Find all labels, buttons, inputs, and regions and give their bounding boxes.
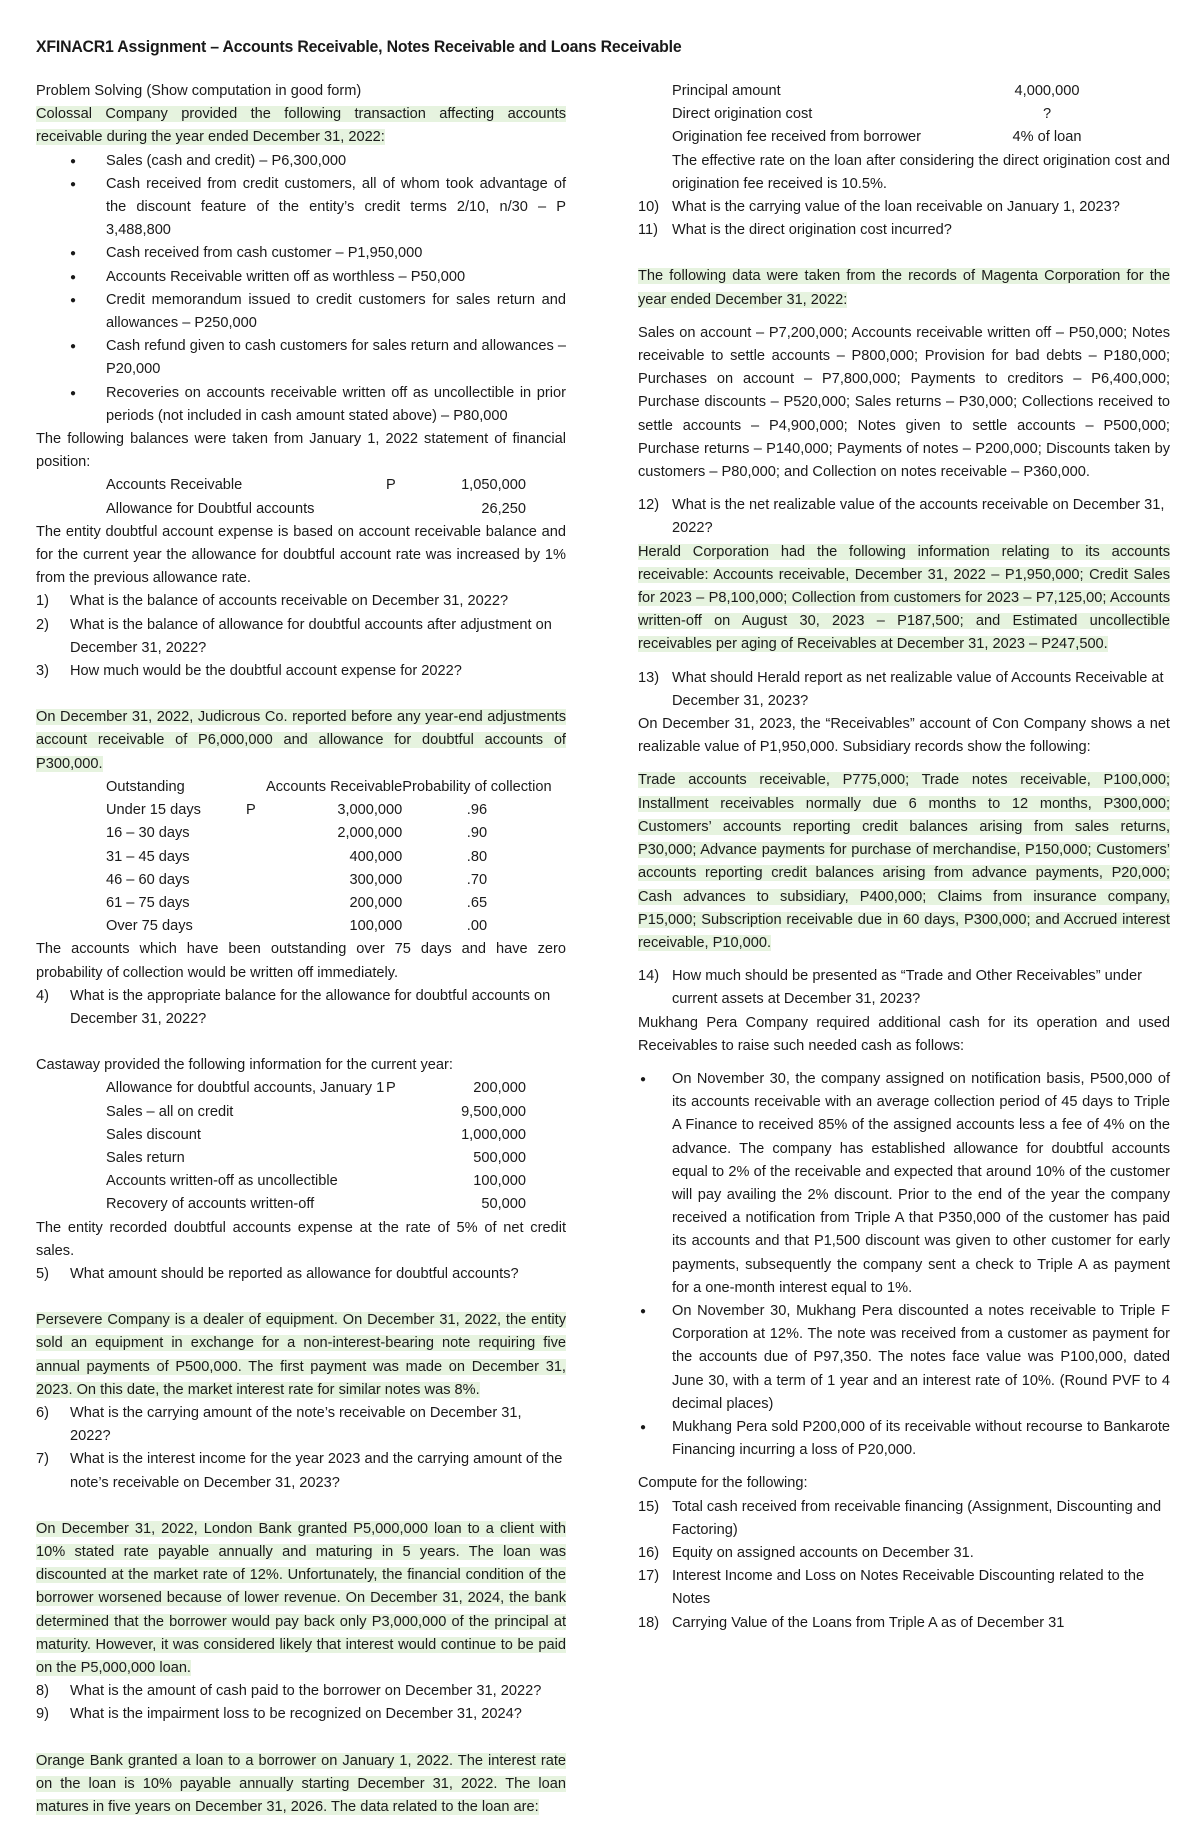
question-10: 10) What is the carrying value of the loan receivable on January 1, 2023? (638, 199, 1120, 216)
list-item: ● Cash received from cash customer – P1,950,000 (36, 242, 566, 265)
london-intro (36, 1518, 566, 1680)
balances-intro: The following balances were taken from January 1, 2022 statement of financial position: (36, 431, 566, 471)
table-row: 61 – 75 days 200,000 .65 (106, 894, 488, 911)
table-row: Recovery of accounts written-off 50,000 (106, 1196, 526, 1213)
question-7: 7) What is the interest income for the year 2023 and the carrying amount of the note’s receivable on December 31, 2023? (36, 1451, 563, 1491)
mukhang-financing-list (638, 1068, 1170, 1462)
question-6: 6) What is the carrying amount of the note’s receivable on December 31, 2022? (36, 1404, 522, 1445)
question-5: 5) What amount should be reported as allowance for doubtful accounts? (36, 1265, 519, 1282)
table-row: Sales – all on credit 9,500,000 (106, 1103, 526, 1120)
table-row: 31 – 45 days 400,000 .80 (106, 848, 488, 865)
highlighted-text: The following data were taken from the records of Magenta Corporation for the year ended December 31, 2022: (638, 268, 1170, 308)
mukhang-intro: Mukhang Pera Company required additional cash for its operation and used Receivables to raise such needed cash as follows: (638, 1014, 1170, 1054)
question-13-list (638, 667, 1170, 713)
table-row: Allowance for doubtful accounts, January 1 P 200,000 (106, 1080, 526, 1097)
list-item: ● Credit memorandum issued to credit customers for sales return and allowances – P250,000 (36, 289, 566, 335)
table-row: Accounts Receivable P 1,050,000 (106, 477, 526, 494)
highlighted-text: Orange Bank granted a loan to a borrower on January 1, 2022. The interest rate on the loan is 10% payable annually starting December 31, 2022. The loan matures in five years on December 31, 2026. The data related to the loan are: (36, 1752, 566, 1816)
list-item: ● On November 30, the company assigned on notification basis, P500,000 of its accounts receivable with an average collection period of 45 days to Triple A Finance to received 85% of the assigned accounts less a fee of 4% on the advance. The company has established allowance for doubtful accounts equal to 2% of the receivable and expected that around 10% of the customer will pay availing the 2% discount. Prior to the end of the year the company received a notification from Triple A that P350,000 of the customer has paid its accounts and that P1,500 discount was given to other customer for early payments, subsequently the company sent a check to Triple A as payment for a one-month interest equal to 1%. (638, 1068, 1170, 1300)
question-12: 12) What is the net realizable value of the accounts receivable on December 31, 2022? (638, 497, 1165, 537)
question-2: 2) What is the balance of allowance for doubtful accounts after adjustment on December 31, 2022? (36, 616, 552, 656)
table-row: Direct origination cost ? (672, 106, 1052, 123)
list-item: ● On November 30, Mukhang Pera discounted a notes receivable to Triple F Corporation at 12%. The note was received from a customer as payment for the accounts due of P97,350. The notes face value was P100,000, dated June 30, with a term of 1 year and an interest rate of 10%. (Round PVF to 4 decimal places) (638, 1300, 1170, 1416)
list-item: ● Cash received from credit customers, all of whom took advantage of the discount feature of the entity’s credit terms 2/10, n/30 – P 3,488,800 (36, 173, 566, 243)
table-row: Sales return 500,000 (106, 1149, 526, 1166)
compute-intro: Compute for the following: (638, 1475, 808, 1492)
left-column (36, 80, 566, 1819)
loan-note: The effective rate on the loan after considering the direct origination cost and origination fee received is 10.5%. (672, 152, 1170, 192)
question-1: 1) What is the balance of accounts receivable on December 31, 2022? (36, 593, 509, 610)
question-14: 14) How much should be presented as “Trade and Other Receivables” under current assets at December 31, 2023? (638, 968, 1142, 1008)
colossal-note: The entity doubtful account expense is based on account receivable balance and for the current year the allowance for doubtful account rate was increased by 1% from the previous allowance rate. (36, 523, 566, 587)
question-14-list (638, 965, 1170, 1011)
table-row: Origination fee received from borrower 4% of loan (672, 129, 1082, 146)
table-row: Allowance for Doubtful accounts 26,250 (106, 500, 526, 517)
table-row: 16 – 30 days 2,000,000 .90 (106, 825, 488, 842)
con-data (638, 769, 1170, 955)
question-13: 13) What should Herald report as net realizable value of Accounts Receivable at December 31, 2023? (638, 669, 1164, 709)
list-item: ● Cash refund given to cash customers for sales return and allowances – P20,000 (36, 335, 566, 381)
castaway-intro: Castaway provided the following information for the current year: (36, 1057, 453, 1074)
question-9: 9) What is the impairment loss to be recognized on December 31, 2024? (36, 1706, 522, 1723)
questions-6-7 (36, 1402, 566, 1495)
section-heading: Problem Solving (Show computation in good form) (36, 83, 362, 99)
table-row: Under 15 days P 3,000,000 .96 (106, 802, 488, 819)
aging-note: The accounts which have been outstanding over 75 days and have zero probability of collection would be written off immediately. (36, 941, 566, 981)
list-item: ● Recoveries on accounts receivable written off as uncollectible in prior periods (not included in cash amount stated above) – P80,000 (36, 382, 566, 428)
list-item: ● Mukhang Pera sold P200,000 of its receivable without recourse to Bankarote Financing incurring a loss of P20,000. (638, 1416, 1170, 1462)
table-row: 46 – 60 days 300,000 .70 (106, 871, 488, 888)
table-row: Sales discount 1,000,000 (106, 1126, 526, 1143)
list-item: ● Sales (cash and credit) – P6,300,000 (36, 150, 566, 173)
highlighted-text: Persevere Company is a dealer of equipment. On December 31, 2022, the entity sold an equipment in exchange for a non-interest-bearing note requiring five annual payments of P500,000. The first payment was made on December 31, 2023. On this date, the market interest rate for similar notes was 8%. (36, 1312, 566, 1398)
table-header-row: Outstanding Accounts Receivable Probability of collection (106, 778, 552, 795)
colossal-intro (36, 103, 566, 149)
question-12-list (638, 494, 1170, 540)
loan-data-table (672, 80, 1122, 150)
question-11: 11) What is the direct origination cost incurred? (638, 222, 952, 239)
opening-balances-table (106, 474, 526, 520)
persevere-intro (36, 1309, 566, 1402)
document-title: XFINACR1 Assignment – Accounts Receivable, Notes Receivable and Loans Receivable (36, 38, 682, 56)
question-5-list (36, 1263, 566, 1286)
right-column (638, 80, 1170, 1635)
table-row: Principal amount 4,000,000 (672, 83, 1080, 99)
aging-table (106, 776, 552, 938)
questions-15-18 (638, 1496, 1170, 1635)
castaway-note: The entity recorded doubtful accounts expense at the rate of 5% of net credit sales. (36, 1219, 566, 1259)
magenta-data: Sales on account – P7,200,000; Accounts receivable written off – P50,000; Notes receivable to settle accounts – P800,000; Provision for bad debts – P180,000; Purchases on account – P7,800,000; Payments to creditors – P6,400,000; Purchase discounts – P520,000; Sales returns – P30,000; Collections received to settle accounts – P4,900,000; Notes given to settle accounts – P500,000; Purchase returns – P140,000; Payments of notes – P200,000; Discounts taken by customers – P80,000; and Collection on notes receivable – P360,000. (638, 324, 1170, 481)
questions-10-11 (638, 196, 1170, 242)
highlighted-text: Herald Corporation had the following information relating to its accounts receivable: Accounts receivable, December 31, 2022 – P1,950,000; Credit Sales for 2023 – P8,100,000; Collection from customers for 2023 – P7,125,00; Accounts written-off on August 30, 2023 – P187,500; and Estimated uncollectible receivables per aging of Receivables at December 31, 2023 – P247,500. (638, 543, 1170, 653)
highlighted-text: Trade accounts receivable, P775,000; Trade notes receivable, P100,000; Installment receivables normally due 6 months to 12 months, P300,000; Customers’ accounts reporting credit balances arising from sales returns, P30,000; Advance payments for purchase of merchandise, P150,000; Customers’ accounts reporting credit balances arising from advance payments, P20,000; Cash advances to subsidiary, P400,000; Claims from insurance company, P15,000; Subscription receivable due in 60 days, P300,000; and Accrued interest receivable, P10,000. (638, 772, 1170, 951)
highlighted-text: On December 31, 2022, London Bank granted P5,000,000 loan to a client with 10% stated rate payable annually and maturing in 5 years. The loan was discounted at the market rate of 12%. Unfortunately, the financial condition of the borrower worsened because of lower revenue. On December 31, 2024, the bank determined that the borrower would pay back only P3,000,000 of the principal at maturity. However, it was considered likely that interest would continue to be paid on the P5,000,000 loan. (36, 1520, 566, 1676)
question-16: 16) Equity on assigned accounts on December 31. (638, 1544, 974, 1561)
highlighted-text: Colossal Company provided the following transaction affecting accounts receivable during the year ended December 31, 2022: (36, 106, 566, 146)
judicrous-intro (36, 706, 566, 776)
highlighted-text: On December 31, 2022, Judicrous Co. reported before any year-end adjustments account receivable of P6,000,000 and allowance for doubtful accounts of P300,000. (36, 709, 566, 772)
herald-intro (638, 541, 1170, 657)
questions-8-9 (36, 1680, 566, 1726)
question-18: 18) Carrying Value of the Loans from Triple A as of December 31 (638, 1614, 1065, 1631)
questions-1-3 (36, 590, 566, 683)
question-3: 3) How much would be the doubtful account expense for 2022? (36, 663, 462, 680)
castaway-table (106, 1077, 526, 1216)
con-intro: On December 31, 2023, the “Receivables” account of Con Company shows a net realizable value of P1,950,000. Subsidiary records show the following: (638, 716, 1170, 756)
table-row: Accounts written-off as uncollectible 100,000 (106, 1173, 526, 1190)
colossal-transaction-list (36, 150, 566, 428)
list-item: ● Accounts Receivable written off as worthless – P50,000 (36, 266, 566, 289)
question-4-list (36, 985, 566, 1031)
orange-intro (36, 1750, 566, 1820)
question-4: 4) What is the appropriate balance for the allowance for doubtful accounts on December 31, 2022? (36, 987, 551, 1027)
question-15: 15) Total cash received from receivable financing (Assignment, Discounting and Factoring) (638, 1498, 1162, 1538)
table-row: Over 75 days 100,000 .00 (106, 918, 488, 935)
question-8: 8) What is the amount of cash paid to the borrower on December 31, 2022? (36, 1683, 542, 1700)
question-17: 17) Interest Income and Loss on Notes Receivable Discounting related to the Notes (638, 1568, 1145, 1608)
magenta-intro (638, 265, 1170, 311)
